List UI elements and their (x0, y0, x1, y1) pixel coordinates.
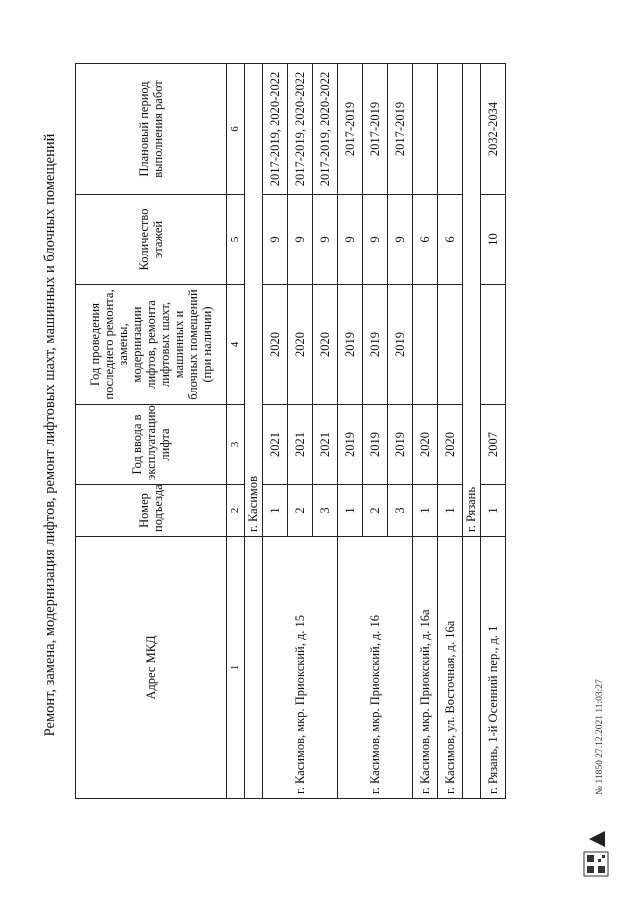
commission-cell: 2007 (481, 405, 506, 485)
column-number: 6 (227, 64, 245, 195)
floors-cell: 9 (263, 195, 288, 285)
city-name: г. Рязань (463, 64, 481, 537)
commission-cell: 2019 (388, 405, 413, 485)
planned-cell: 2017-2019, 2020-2022 (313, 64, 338, 195)
floors-cell: 6 (413, 195, 438, 285)
last-repair-cell (413, 285, 438, 405)
commission-cell: 2019 (363, 405, 388, 485)
qr-stamp-icon (583, 825, 609, 877)
empty-cell (463, 537, 481, 799)
col-header-entrance: Номер подъезда (76, 485, 227, 537)
column-number: 2 (227, 485, 245, 537)
planned-cell: 2017-2019 (338, 64, 363, 195)
planned-cell (438, 64, 463, 195)
floors-cell: 6 (438, 195, 463, 285)
commission-cell: 2020 (413, 405, 438, 485)
city-group-row (245, 64, 263, 799)
address-cell: г. Рязань, 1-й Осенний пер., д. 1 (481, 537, 506, 799)
commission-cell: 2021 (263, 405, 288, 485)
column-number: 1 (227, 537, 245, 799)
city-name: г. Касимов (245, 64, 263, 537)
address-cell: г. Касимов, мкр. Приокский, д. 16 (338, 537, 413, 799)
col-header-floors: Количество этажей (76, 195, 227, 285)
empty-cell (245, 537, 263, 799)
entrance-cell: 1 (481, 485, 506, 537)
floors-cell: 9 (363, 195, 388, 285)
planned-cell: 2017-2019, 2020-2022 (263, 64, 288, 195)
floors-cell: 10 (481, 195, 506, 285)
floors-cell: 9 (388, 195, 413, 285)
floors-cell: 9 (338, 195, 363, 285)
entrance-cell: 2 (363, 485, 388, 537)
last-repair-cell: 2020 (288, 285, 313, 405)
floors-cell: 9 (288, 195, 313, 285)
page-heading: Ремонт, замена, модернизация лифтов, ремонт лифтовых шахт, машинных и блочных помещений (42, 133, 58, 737)
column-number: 3 (227, 405, 245, 485)
column-number: 5 (227, 195, 245, 285)
entrance-cell: 1 (338, 485, 363, 537)
col-header-last-repair: Год проведения последнего ремонта, замены, модернизации лифтов, ремонта лифтовых шахт, машинных и блочных помещений (при наличии) (76, 285, 227, 405)
col-header-planned: Плановый период выполнения работ (76, 64, 227, 195)
table-row (481, 64, 506, 799)
address-cell: г. Касимов, ул. Восточная, д. 16а (438, 537, 463, 799)
planned-cell: 2032-2034 (481, 64, 506, 195)
commission-cell: 2019 (338, 405, 363, 485)
entrance-cell: 3 (388, 485, 413, 537)
entrance-cell: 1 (263, 485, 288, 537)
col-header-address: Адрес МКД (76, 537, 227, 799)
commission-cell: 2020 (438, 405, 463, 485)
floors-cell: 9 (313, 195, 338, 285)
commission-cell: 2021 (313, 405, 338, 485)
entrance-cell: 1 (413, 485, 438, 537)
document-registration-stamp: № 11850 27.12.2021 11:03:27 (595, 679, 605, 795)
col-header-commission: Год ввода в эксплуатацию лифта (76, 405, 227, 485)
last-repair-cell: 2019 (363, 285, 388, 405)
table-row (413, 64, 438, 799)
planned-cell (413, 64, 438, 195)
entrance-cell: 1 (438, 485, 463, 537)
last-repair-cell: 2019 (388, 285, 413, 405)
table-row (263, 64, 288, 799)
commission-cell: 2021 (288, 405, 313, 485)
entrance-cell: 3 (313, 485, 338, 537)
lift-repair-table (75, 63, 506, 799)
last-repair-cell (481, 285, 506, 405)
last-repair-cell: 2019 (338, 285, 363, 405)
planned-cell: 2017-2019 (363, 64, 388, 195)
column-number: 4 (227, 285, 245, 405)
planned-cell: 2017-2019, 2020-2022 (288, 64, 313, 195)
last-repair-cell: 2020 (263, 285, 288, 405)
entrance-cell: 2 (288, 485, 313, 537)
last-repair-cell (438, 285, 463, 405)
table-row (338, 64, 363, 799)
planned-cell: 2017-2019 (388, 64, 413, 195)
address-cell: г. Касимов, мкр. Приокский, д. 15 (263, 537, 338, 799)
column-number-row (227, 64, 245, 799)
city-group-row (463, 64, 481, 799)
last-repair-cell: 2020 (313, 285, 338, 405)
address-cell: г. Касимов, мкр. Приокский, д. 16а (413, 537, 438, 799)
table-row (438, 64, 463, 799)
